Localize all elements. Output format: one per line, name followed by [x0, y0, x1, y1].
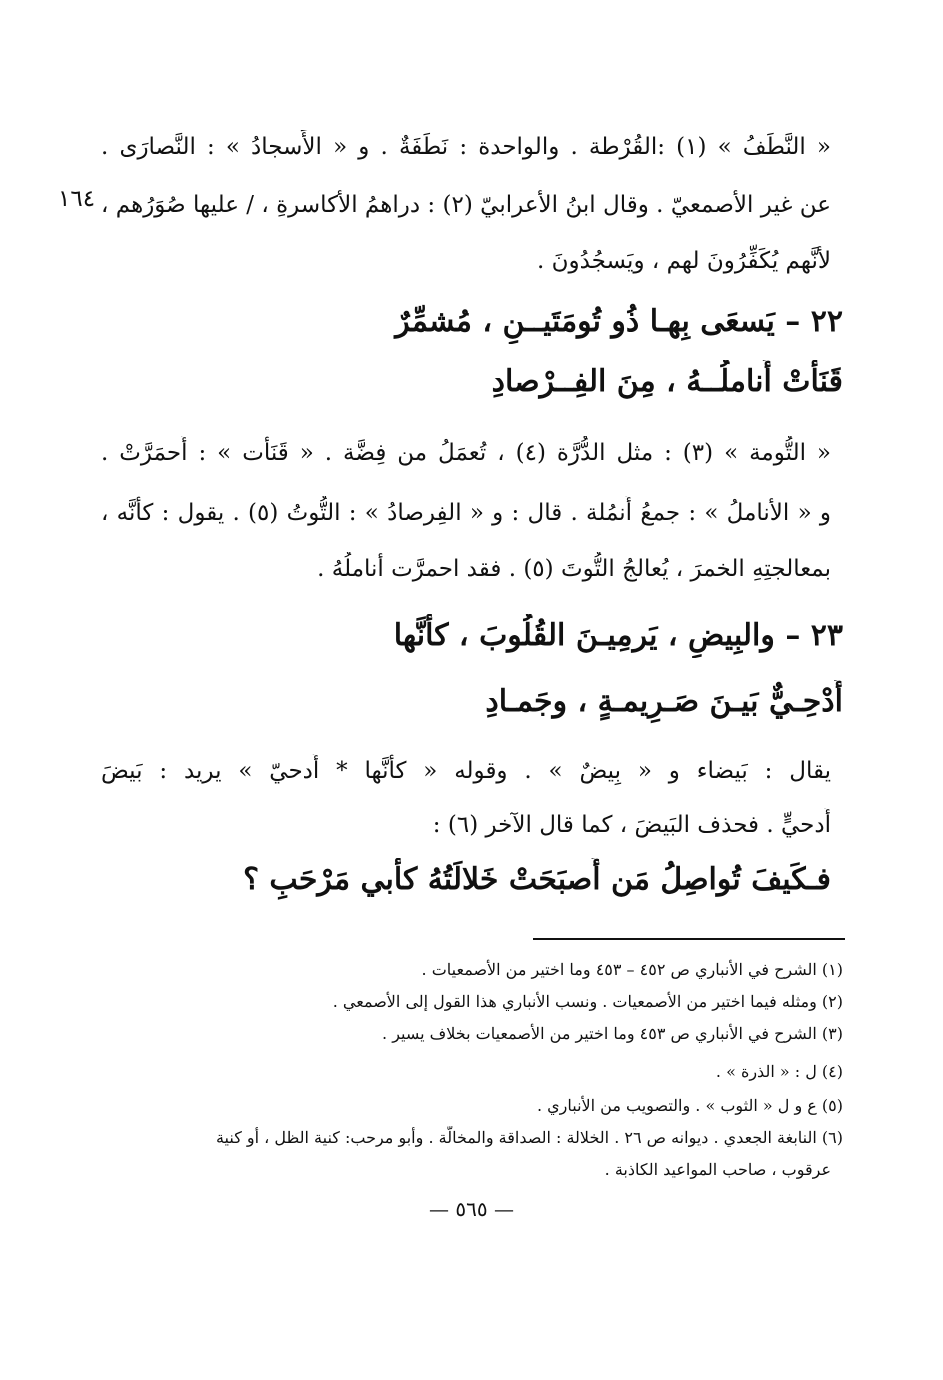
footnote-6-continued: عرقوب ، صاحب المواعيد الكاذبة .	[604, 1160, 831, 1179]
body-line: أُدحيٍّ . فحذف البَيضَ ، كما قال الآخر (٦) :	[432, 812, 831, 838]
verse-line: أُدْحِـيٌّ بَيـنَ صَـرِيمـةٍ ، وجَمـادِ	[485, 684, 843, 719]
body-line: بمعالجتِهِ الخمرَ ، يُعالجُ التُّوتَ (٥) . فقد احمرَّت أناملُهُ .	[317, 556, 831, 582]
footnote-3: (٣) الشرح في الأنباري ص ٤٥٣ وما اختير من الأصمعيات بخلاف يسير .	[382, 1024, 843, 1043]
body-line: « النَّطَفُ » (١) :القُرْطة . والواحدة : نَطَفَةٌ . و « الأَسجادُ » : النَّصارَى .	[101, 134, 831, 160]
footnote-separator	[533, 938, 845, 940]
body-line: لأنَّهم يُكَفِّرُونَ لهم ، ويَسجُدُونَ .	[536, 248, 831, 274]
footnote-4: (٤) ل : « الذرة » .	[715, 1062, 843, 1081]
margin-page-number: ١٦٤	[58, 186, 96, 212]
verse-line: ٢٣ – والبِيضِ ، يَرمِيـنَ القُلُوبَ ، كأنَّها	[393, 618, 843, 653]
verse-line: قَنَأَتْ أَناملُــهُ ، مِنَ الفِــرْصادِ	[491, 364, 843, 399]
body-line: « التُّومة » (٣) : مثل الدُّرَّة (٤) ، تُعمَلُ من فِضَّة . « قَنَأَت » : أَحمَرَّتْ .	[101, 440, 831, 466]
footnote-5: (٥) ع و ل « الثوب » . والتصويب من الأنباري .	[536, 1096, 843, 1115]
footnote-2: (٢) ومثله فيما اختير من الأصمعيات . ونسب الأنباري هذا القول إلى الأصمعي .	[332, 992, 843, 1011]
body-line: و « الأناملُ » : جمعُ أَنمُلة . قال : و « الفِرصادُ » : التُّوتُ (٥) . يقول : كأنَّه ،	[101, 500, 831, 526]
footnote-1: (١) الشرح في الأنباري ص ٤٥٢ – ٤٥٣ وما اختير من الأصمعيات .	[421, 960, 843, 979]
footnote-6: (٦) النابغة الجعدي . ديوانه ص ٢٦ . الخلالة : الصداقة والمخالّة . وأبو مرحب: كنية الظل ، أو كنية	[215, 1128, 843, 1147]
verse-line: ٢٢ – يَسعَى بِهـا ذُو تُومَتَيــنِ ، مُشمِّرٌ	[395, 304, 843, 339]
quoted-verse-line: فـكَيفَ تُواصِلُ مَن أَصبَحَتْ خَلالَتُهُ كأَبي مَرْحَبِ ؟	[243, 862, 831, 897]
body-line: عن غير الأصمعيّ . وقال ابنُ الأعرابيّ (٢) : دراهمُ الأكاسرةِ ، / عليها صُوَرُهم ،	[101, 192, 831, 218]
page-number: — ٥٦٥ —	[429, 1197, 514, 1221]
body-line: يقال : بَيضاء و « بِيضٌ » . وقوله « كأنَّها * أُدحيّ » يريد : بَيضَ	[101, 758, 831, 784]
